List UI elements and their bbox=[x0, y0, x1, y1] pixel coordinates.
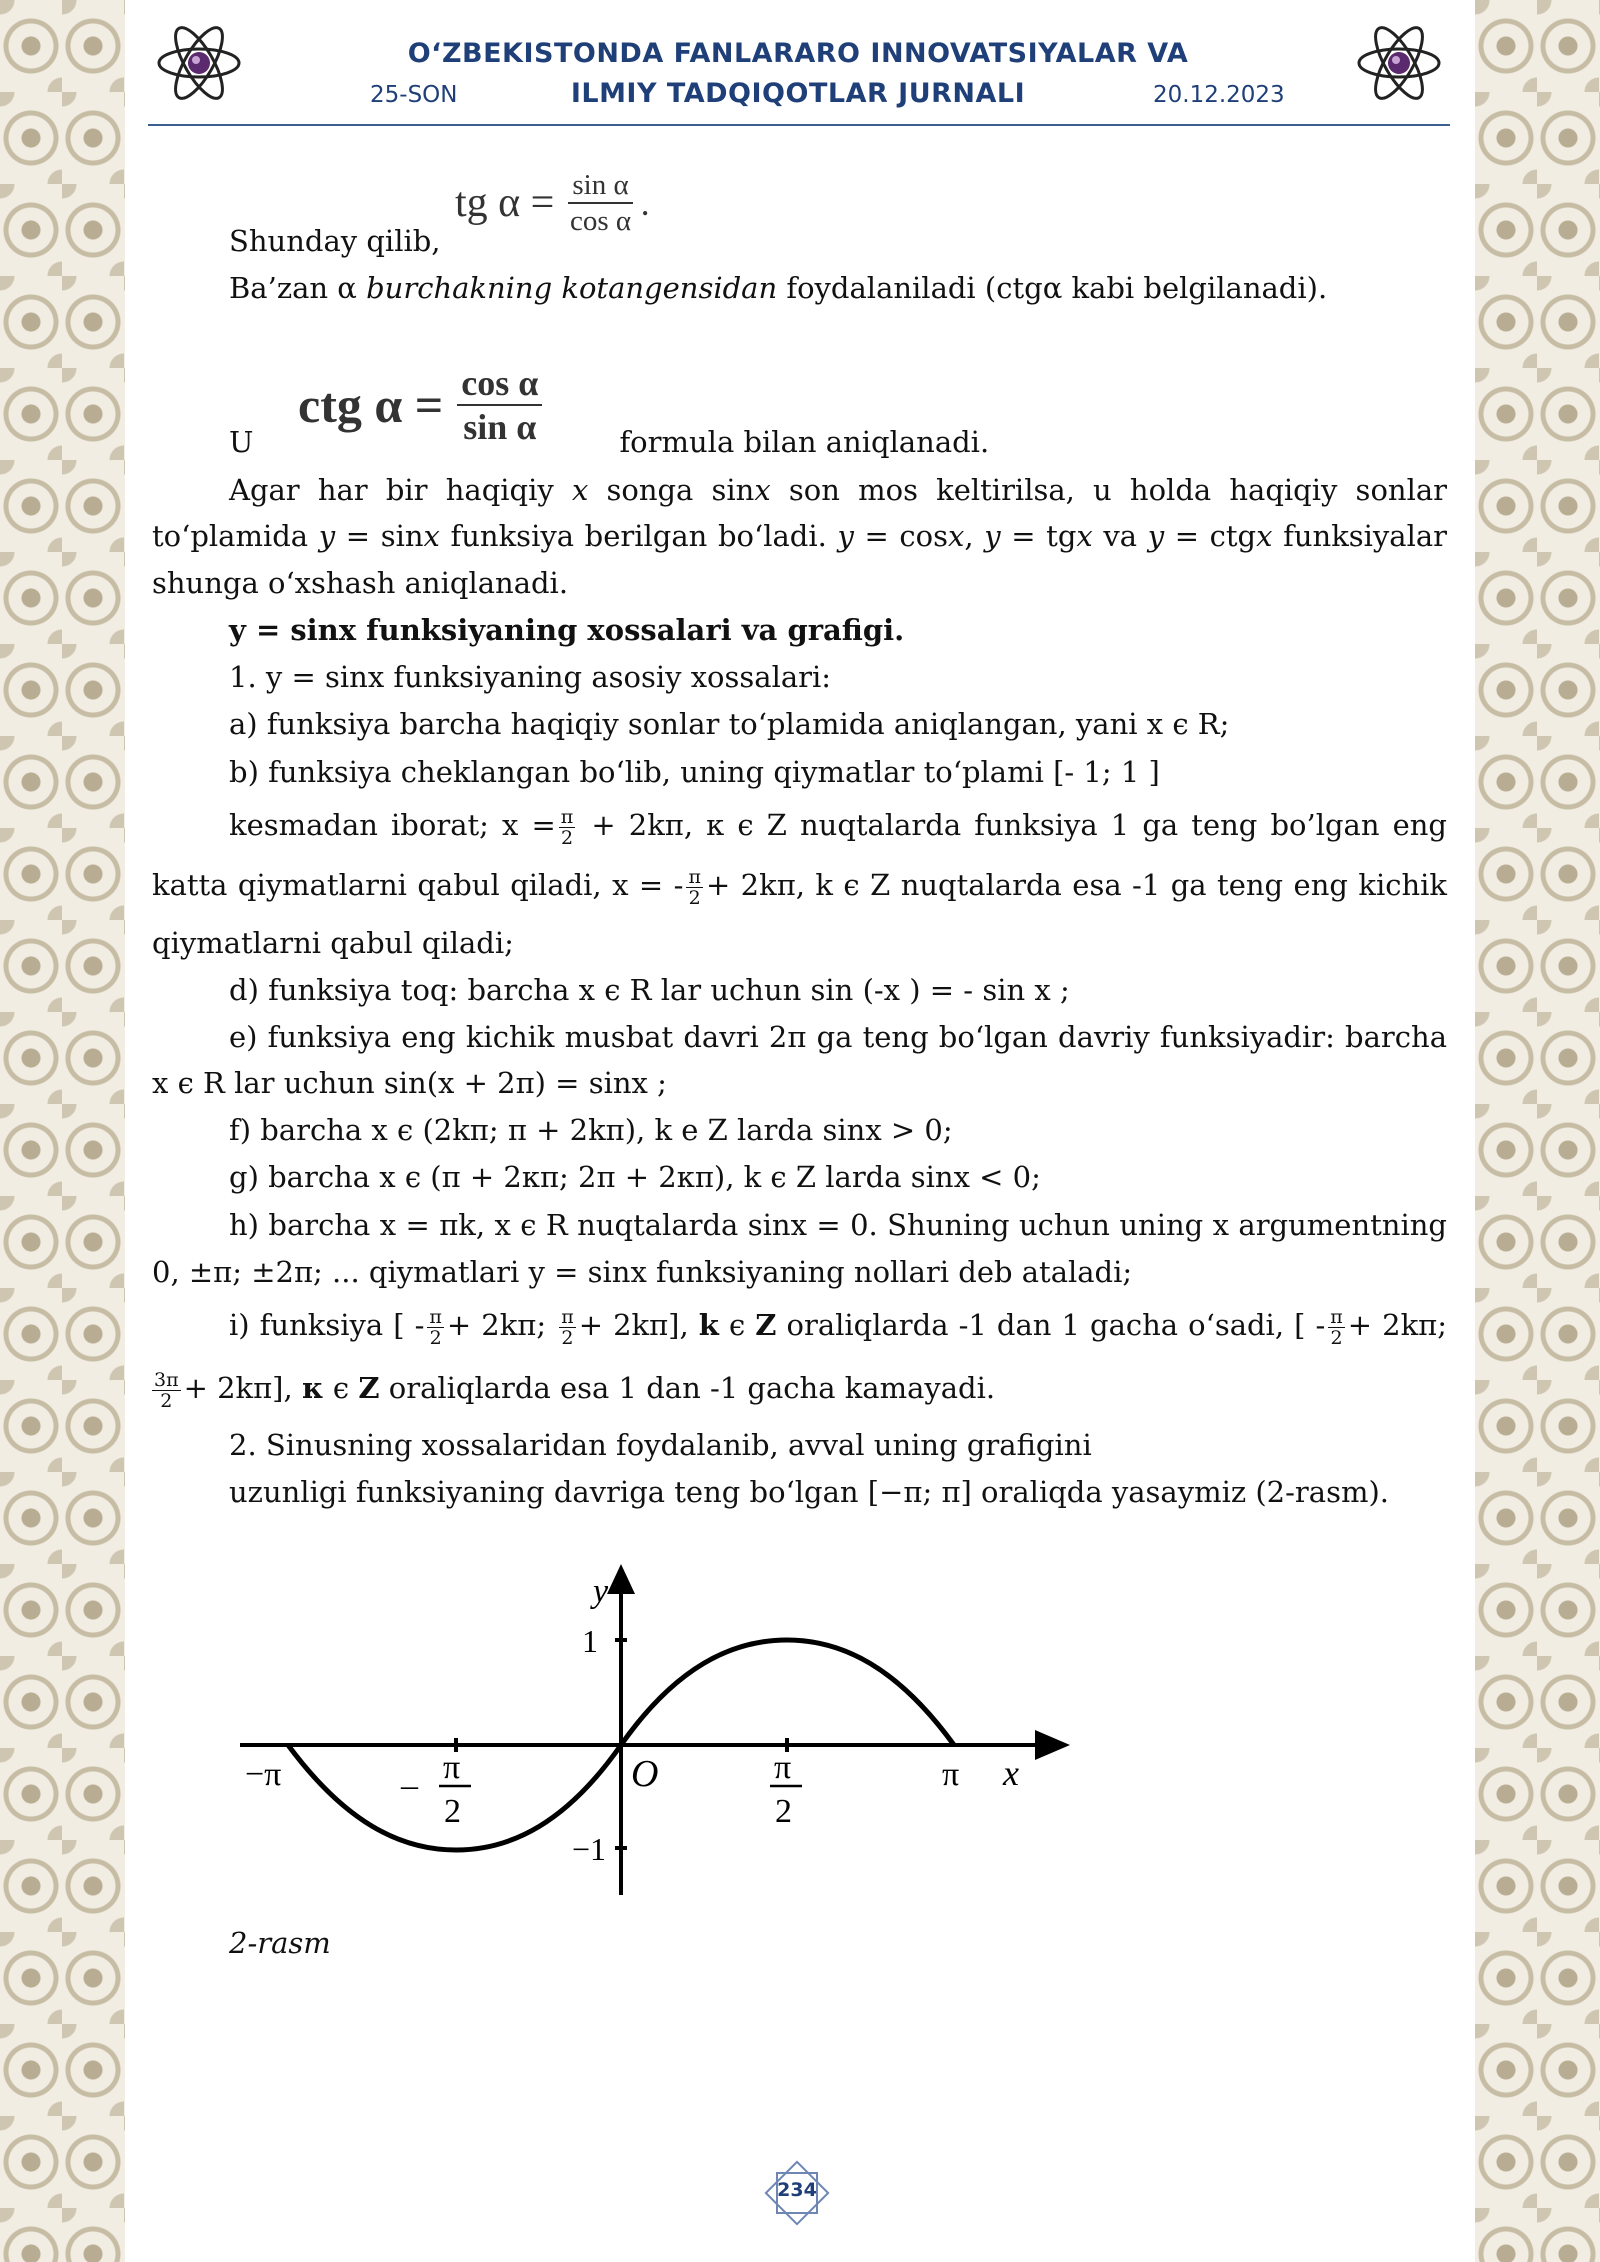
formula-lhs: tg α = bbox=[455, 180, 555, 226]
paragraph-line: 0, ±π; ±2π; ... qiymatlari y = sinx funksiyaning nollari deb ataladi; bbox=[152, 1255, 1133, 1289]
paragraph-line: $\frac{3\pi}{2}$ + 2kπ], κ є Z oraliqlarda esa 1 dan -1 gacha kamayadi. bbox=[154, 1368, 996, 1412]
ornamental-border-right bbox=[1475, 0, 1600, 2262]
paragraph-line: kesmadan iborat; x = $\frac{\pi}{2}$ + 2kπ, κ є Z nuqtalarda funksiya 1 ga teng bo’lgan eng bbox=[229, 805, 1447, 849]
x-axis-label: x bbox=[1003, 1753, 1019, 1793]
formula-period: . bbox=[640, 183, 650, 223]
paragraph-line: Ba’zan α burchakning kotangensidan foydalaniladi (ctgα kabi belgilanadi). bbox=[229, 271, 1328, 305]
ornamental-border-left bbox=[0, 0, 125, 2262]
y-axis-arrow bbox=[607, 1564, 635, 1594]
journal-title-line2: ILMIY TADQIQOTLAR JURNALI bbox=[570, 78, 1026, 109]
paragraph-line: shunga o‘xshash aniqlanadi. bbox=[152, 566, 569, 600]
paragraph-line: h) barcha x = πk, x є R nuqtalarda sinx = 0. Shuning uchun uning x argumentning bbox=[229, 1208, 1447, 1242]
x-label-half-pi-den: 2 bbox=[775, 1793, 792, 1830]
y-label-minus-1: −1 bbox=[572, 1831, 607, 1867]
y-axis-label: y bbox=[593, 1573, 609, 1610]
x-label-half-pi-num: π bbox=[774, 1749, 792, 1786]
paragraph-line: x є R lar uchun sin(x + 2π) = sinx ; bbox=[152, 1066, 667, 1100]
y-label-1: 1 bbox=[582, 1623, 598, 1659]
fraction-denominator: sin α bbox=[463, 407, 537, 447]
paragraph-line: katta qiymatlarni qabul qiladi, x = - $\frac{\pi}{2}$ + 2kπ, k є Z nuqtalarda esa -1 ga teng eng kichik bbox=[152, 865, 1447, 909]
figure-caption: 2-rasm bbox=[229, 1926, 331, 1960]
atom-logo-icon bbox=[1354, 18, 1444, 108]
paragraph-line: Shunday qilib, bbox=[229, 224, 441, 258]
x-axis-arrow bbox=[1035, 1730, 1070, 1760]
fraction-numerator: cos α bbox=[457, 362, 542, 406]
x-label-neg-half-pi-den: 2 bbox=[444, 1793, 461, 1830]
paragraph-line: uzunligi funksiyaning davriga teng bo‘lgan [−π; π] oraliqda yasaymiz (2-rasm). bbox=[229, 1475, 1389, 1509]
page-number: 234 bbox=[777, 2179, 817, 2201]
fraction-denominator: cos α bbox=[569, 205, 632, 237]
paragraph-line: a) funksiya barcha haqiqiy sonlar to‘plamida aniqlangan, yani x є R; bbox=[229, 707, 1230, 741]
issue-number: 25-SON bbox=[370, 82, 458, 108]
paragraph-line: U formula bilan aniqlanadi. bbox=[229, 425, 990, 459]
x-label-pi: π bbox=[942, 1756, 960, 1793]
paragraph-line: g) barcha x є (π + 2κπ; 2π + 2κπ), k є Z larda sinx < 0; bbox=[229, 1160, 1041, 1194]
paragraph-line: 2. Sinusning xossalaridan foydalanib, avval uning grafigini bbox=[229, 1428, 1092, 1462]
paragraph-line: to‘plamida y = sinx funksiya berilgan bo‘ladi. y = cosx, y = tgx va y = ctgx funksiyalar bbox=[152, 519, 1448, 553]
paragraph-line: f) barcha x є (2kπ; π + 2kπ), k e Z larda sinx > 0; bbox=[229, 1113, 953, 1147]
paragraph-line: i) funksiya [ - $\frac{\pi}{2}$ + 2kπ; $\frac{\pi}{2}$ + 2kπ], k є Z oraliqlarda -1 dan 1 gacha o‘sadi, [ - $\frac{\pi}{2}$ + 2kπ; bbox=[229, 1305, 1448, 1349]
journal-header bbox=[148, 18, 1448, 128]
formula-lhs: ctg α = bbox=[298, 377, 444, 433]
paragraph-line: qiymatlarni qabul qiladi; bbox=[152, 926, 514, 960]
sine-graph-figure bbox=[225, 1560, 1105, 1900]
section-heading: y = sinx funksiyaning xossalari va grafigi. bbox=[229, 613, 905, 647]
x-label-neg-pi: −π bbox=[245, 1756, 282, 1793]
paragraph-line: 1. y = sinx funksiyaning asosiy xossalari: bbox=[229, 660, 832, 694]
fraction-numerator: sin α bbox=[568, 168, 632, 204]
header-divider bbox=[148, 124, 1450, 126]
origin-label: O bbox=[631, 1753, 659, 1795]
page-number-badge bbox=[758, 2155, 836, 2231]
paragraph-line: b) funksiya cheklangan bo‘lib, uning qiymatlar to‘plami [- 1; 1 ] bbox=[229, 755, 1160, 789]
journal-title-line1: O‘ZBEKISTONDA FANLARARO INNOVATSIYALAR VA bbox=[407, 38, 1189, 69]
x-label-neg-half-pi-num: π bbox=[443, 1749, 461, 1786]
issue-date: 20.12.2023 bbox=[1153, 82, 1285, 108]
paragraph-line: e) funksiya eng kichik musbat davri 2π ga teng bo‘lgan davriy funksiyadir: barcha bbox=[229, 1020, 1447, 1054]
paragraph-line: Agar har bir haqiqiy x songa sinx son mos keltirilsa, u holda haqiqiy sonlar bbox=[229, 473, 1448, 507]
x-label-neg-half-pi-minus: – bbox=[401, 1767, 418, 1804]
paragraph-line: d) funksiya toq: barcha x є R lar uchun sin (-x ) = - sin x ; bbox=[229, 973, 1070, 1007]
